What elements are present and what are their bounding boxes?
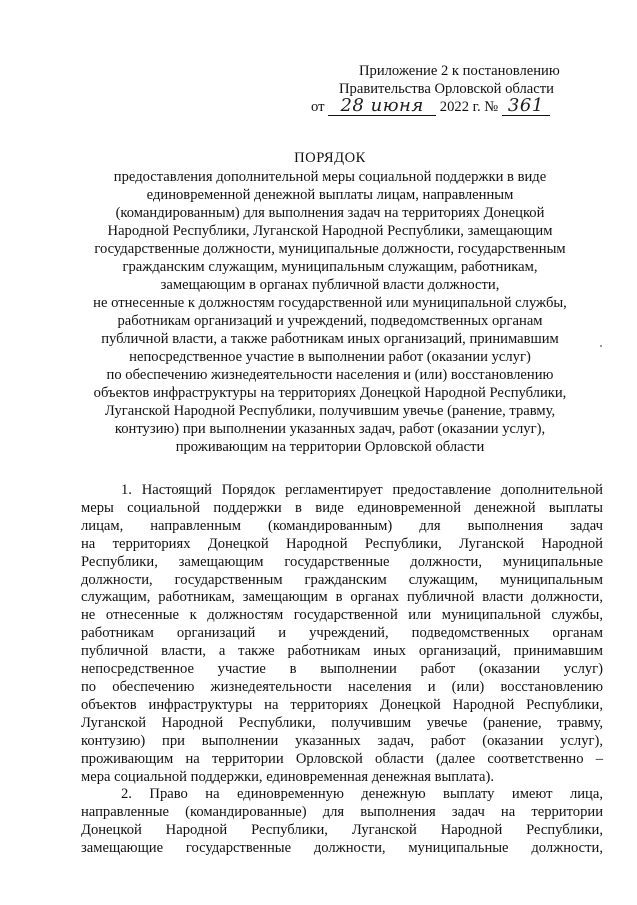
from-label: от — [311, 99, 325, 115]
appendix-line-1: Приложение 2 к постановлению — [359, 63, 560, 79]
paragraph-1-line: публичной власти, а также работникам иных организаций, принимавшим — [81, 643, 603, 660]
title-line: проживающим на территории Орловской области — [175, 439, 485, 455]
paragraph-1-line: работникам организаций и учреждений, подведомственных органам — [81, 625, 603, 642]
title-line: контузию) при выполнении указанных задач, работ (оказании услуг), — [114, 421, 546, 437]
title-line: Народной Республики, Луганской Народной Республики, замещающим — [107, 223, 553, 239]
paragraph-1-line: контузию) при выполнении указанных задач, работ (оказании услуг), — [81, 732, 603, 749]
paragraph-2-line: замещающие государственные должности, муниципальные должности, — [81, 840, 603, 857]
title-line: по обеспечению жизнедеятельности населения и (или) восстановлению — [106, 367, 554, 383]
number-field — [502, 95, 550, 116]
paragraph-2-line: направленные (командированные) для выполнения задач на территории — [81, 804, 603, 821]
appendix-date-line — [311, 95, 611, 116]
title-line: объектов инфраструктуры на территориях Донецкой Народной Республики, — [93, 385, 567, 401]
document-title — [60, 149, 600, 456]
title-line: работникам организаций и учреждений, подведомственных органам — [117, 313, 543, 329]
paragraph-1-line: непосредственное участие в выполнении работ (оказании услуг) — [81, 661, 603, 678]
title-line: замещающим в органах публичной власти должности, — [160, 277, 500, 293]
paragraph-1-line: мера социальной поддержки, единовременная денежная выплата). — [81, 768, 495, 785]
title-line: предоставления дополнительной меры социальной поддержки в виде — [113, 169, 547, 185]
paragraph-1-line: Луганской Народной Республики, получившим увечье (ранение, травму, — [81, 714, 603, 731]
paragraph-1-line: должности, государственным гражданским служащим, муниципальным — [81, 571, 603, 588]
title-line: государственные должности, муниципальные должности, государственным — [94, 241, 566, 257]
paragraph-1-line: служащим, работникам, замещающим в органах публичной власти должности, — [81, 589, 603, 606]
title-line: непосредственное участие в выполнении работ (оказании услуг) — [129, 349, 531, 365]
paragraph-1-line: Республики, замещающим государственные должности, муниципальные — [81, 553, 603, 570]
title-line: гражданским служащим, муниципальным служащим, работникам, — [122, 259, 538, 275]
paragraph-2-line: Донецкой Народной Республики, Луганской Народной Республики, — [81, 822, 603, 839]
paragraph-1-line: объектов инфраструктуры на территориях Донецкой Народной Республики, — [81, 696, 603, 713]
paragraph-1-line: по обеспечению жизнедеятельности населения и (или) восстановлению — [81, 678, 603, 695]
paragraph-1-line: меры социальной поддержки в виде единовременной денежной выплаты — [81, 499, 603, 516]
title-line: (командированным) для выполнения задач на территориях Донецкой — [115, 205, 545, 221]
paragraph-1-line: лицам, направленным (командированным) для выполнения задач — [81, 517, 603, 534]
paragraph-2-line: 2. Право на единовременную денежную выплату имеют лица, — [121, 786, 603, 803]
handwritten-number: 361 — [507, 95, 544, 116]
paragraph-1-line: не отнесенные к должностям государственной или муниципальной службы, — [81, 607, 603, 624]
paragraph-1-line: на территориях Донецкой Народной Республики, Луганской Народной — [81, 535, 603, 552]
year-number-label: 2022 г. № — [439, 99, 499, 115]
title-line: Луганской Народной Республики, получившим увечье (ранение, травму, — [104, 403, 556, 419]
paragraph-1-line: проживающим на территории Орловской области (далее соответственно – — [81, 750, 603, 767]
title-line: единовременной денежной выплаты лицам, направленным — [146, 187, 514, 203]
date-field — [328, 95, 436, 116]
appendix-line-2: Правительства Орловской области — [339, 81, 554, 97]
scan-speck — [600, 345, 602, 347]
handwritten-date: 28 июня — [340, 95, 424, 116]
title-heading: ПОРЯДОК — [294, 150, 366, 166]
appendix-header — [311, 62, 611, 116]
document-body — [81, 482, 603, 858]
title-line: публичной власти, а также работникам иных организаций, принимавшим — [101, 331, 559, 347]
paragraph-1-line: 1. Настоящий Порядок регламентирует предоставление дополнительной — [121, 482, 603, 498]
title-line: не отнесенные к должностям государственной или муниципальной службы, — [93, 295, 567, 311]
